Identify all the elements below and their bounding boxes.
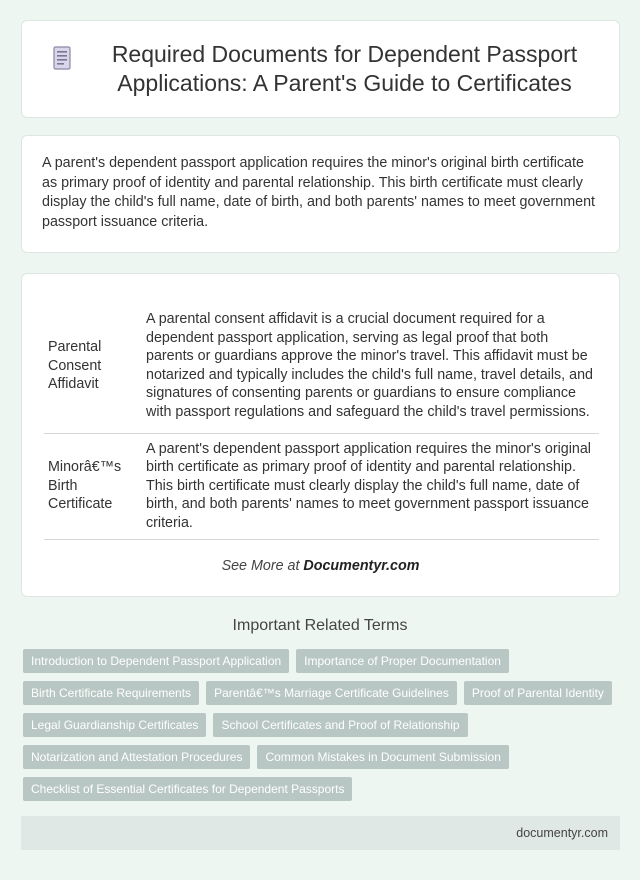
title-card bbox=[21, 20, 620, 118]
tag-row bbox=[23, 745, 623, 769]
footer bbox=[21, 816, 620, 850]
related-term-tag[interactable]: Importance of Proper Documentation bbox=[296, 649, 509, 673]
description-cell: A parental consent affidavit is a crucial document required for a dependent passport application, serving as legal proof that both parents or guardians approve the minor's travel. This affidavit must be notarized and typically includes the child's full name, travel details, and signatures of consenting parents or guardians to ensure compliance with passport regulations and safeguard the child's travel permissions. bbox=[140, 299, 599, 433]
tag-row bbox=[23, 649, 623, 673]
related-term-tag[interactable]: Parentâ€™s Marriage Certificate Guidelines bbox=[206, 681, 457, 705]
intro-text: A parent's dependent passport application requires the minor's original birth certificate as primary proof of identity and parental relationship. This birth certificate must clearly display the child's full name, date of birth, and both parents' names to meet government passport issuance criteria. bbox=[42, 155, 596, 230]
footer-site-link[interactable]: documentyr.com bbox=[516, 826, 608, 840]
related-term-tag[interactable]: Introduction to Dependent Passport Application bbox=[23, 649, 289, 673]
related-term-tag[interactable]: Checklist of Essential Certificates for Dependent Passports bbox=[23, 777, 352, 801]
table-row bbox=[44, 299, 599, 433]
table-card bbox=[21, 273, 620, 597]
related-term-tag[interactable]: Proof of Parental Identity bbox=[464, 681, 612, 705]
see-more bbox=[22, 558, 619, 574]
tag-row bbox=[23, 777, 623, 801]
related-term-tag[interactable]: Common Mistakes in Document Submission bbox=[257, 745, 508, 769]
terms-table bbox=[44, 299, 599, 540]
document-icon bbox=[52, 46, 74, 72]
related-term-tag[interactable]: Legal Guardianship Certificates bbox=[23, 713, 206, 737]
title-wrap bbox=[22, 40, 619, 98]
page-title: Required Documents for Dependent Passport Applications: A Parent's Guide to Certificates bbox=[111, 41, 578, 96]
description-cell: A parent's dependent passport application requires the minor's original birth certificate as primary proof of identity and parental relationship. This birth certificate must clearly display the child's full name, date of birth, and both parents' names to meet government passport issuance criteria. bbox=[140, 433, 599, 539]
related-terms-list bbox=[23, 649, 623, 809]
related-term-tag[interactable]: Notarization and Attestation Procedures bbox=[23, 745, 250, 769]
see-more-prefix: See More at bbox=[221, 558, 304, 574]
related-term-tag[interactable]: Birth Certificate Requirements bbox=[23, 681, 199, 705]
table-row bbox=[44, 433, 599, 539]
tag-row bbox=[23, 681, 623, 705]
intro-card bbox=[21, 135, 620, 253]
related-term-tag[interactable]: School Certificates and Proof of Relationship bbox=[213, 713, 467, 737]
term-cell: Parental Consent Affidavit bbox=[44, 299, 140, 433]
term-cell: Minorâ€™s Birth Certificate bbox=[44, 433, 140, 539]
see-more-link[interactable]: Documentyr.com bbox=[303, 558, 420, 574]
tag-row bbox=[23, 713, 623, 737]
related-terms-title: Important Related Terms bbox=[232, 617, 408, 634]
